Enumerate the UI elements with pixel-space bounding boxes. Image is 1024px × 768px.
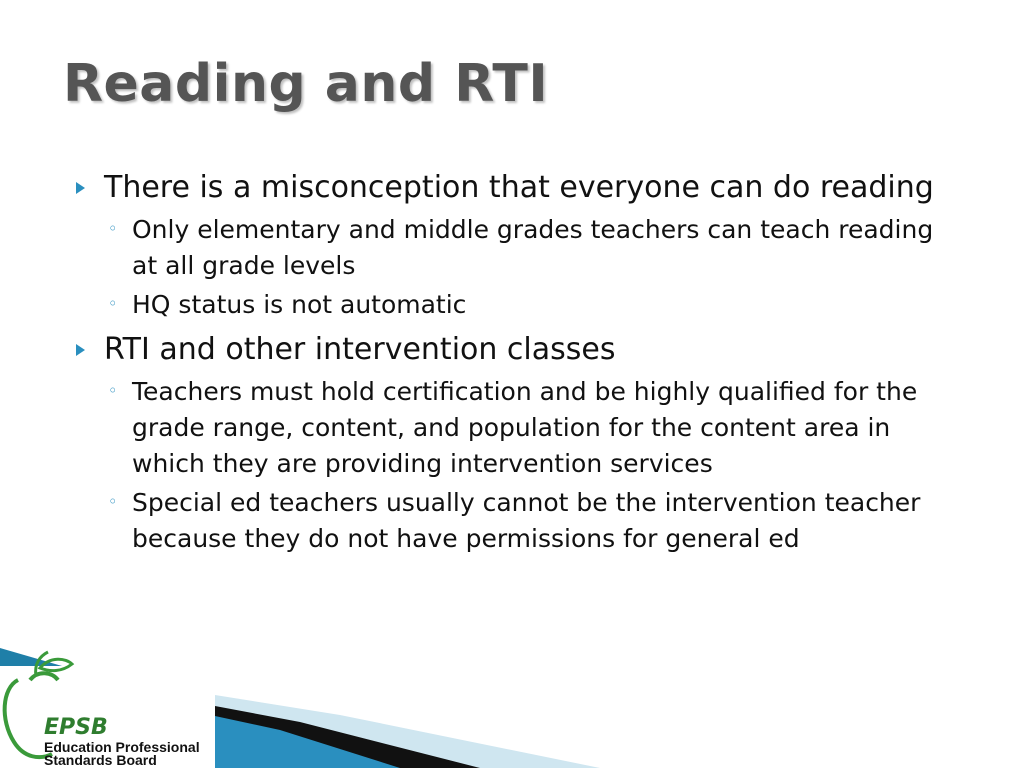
circle-bullet-icon: ◦ <box>108 381 118 400</box>
triangle-bullet-icon <box>76 344 85 356</box>
sub-bullet-item <box>70 287 952 323</box>
sub-bullet-text: Only elementary and middle grades teachers can teach reading at all grade levels <box>132 215 934 280</box>
triangle-bullet-icon <box>76 182 85 194</box>
logo-abbr: EPSB <box>44 715 108 740</box>
circle-bullet-icon: ◦ <box>108 219 118 238</box>
slide-title: Reading and RTI <box>63 54 549 114</box>
circle-bullet-icon: ◦ <box>108 492 118 511</box>
sub-bullet-item <box>70 485 952 557</box>
circle-bullet-icon: ◦ <box>108 294 118 313</box>
logo-line-2: Standards Board <box>44 752 157 768</box>
bullet-text: RTI and other intervention classes <box>104 332 616 367</box>
sub-bullet-text: Teachers must hold certification and be highly qualified for the grade range, content, and population for the content area in which they are providing intervention services <box>132 377 918 478</box>
sub-bullet-text: Special ed teachers usually cannot be the intervention teacher because they do not have permissions for general ed <box>132 488 921 553</box>
sub-bullet-item <box>70 374 952 482</box>
sub-bullet-item <box>70 212 952 284</box>
slide-body <box>70 167 970 560</box>
bullet-item <box>70 167 970 208</box>
bullet-text: There is a misconception that everyone can do reading <box>104 170 934 205</box>
sub-bullet-text: HQ status is not automatic <box>132 290 467 319</box>
logo-line-1: Education Professional <box>44 739 200 755</box>
bullet-item <box>70 329 970 370</box>
